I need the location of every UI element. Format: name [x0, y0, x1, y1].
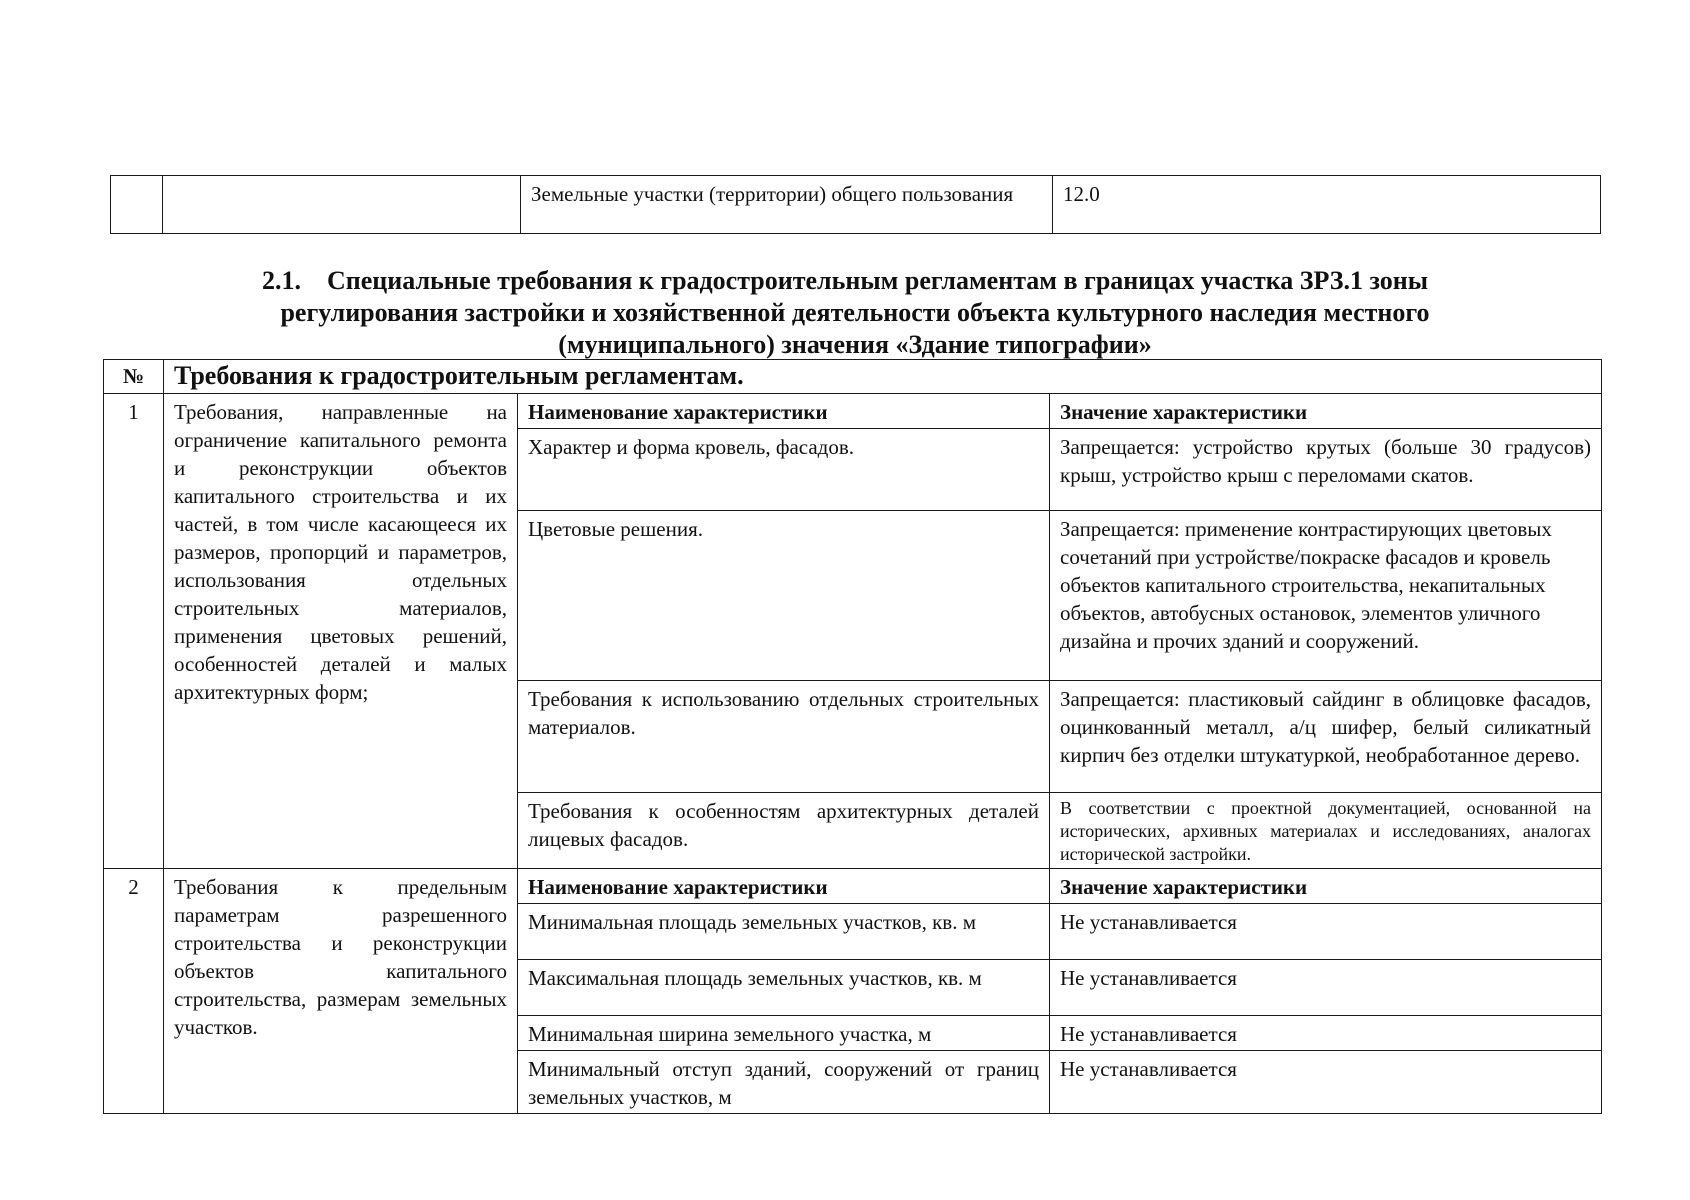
characteristic-name: Земельные участки (территории) общего пользования	[521, 176, 1053, 234]
characteristic-value: Не устанавливается	[1050, 960, 1602, 1016]
characteristic-name: Характер и форма кровель, фасадов.	[518, 429, 1050, 511]
section-heading-line1	[100, 265, 1590, 297]
requirements-table	[103, 359, 1602, 1114]
characteristic-name: Минимальный отступ зданий, сооружений от границ земельных участков, м	[518, 1051, 1050, 1114]
characteristic-value: Запрещается: применение контрастирующих цветовых сочетаний при устройстве/покраске фасадов и кровель объектов капитального строительства, некапитальных объектов, автобусных остановок, элементов уличного дизайна и прочих зданий и сооружений.	[1050, 511, 1602, 681]
table-row	[111, 176, 1601, 234]
characteristic-value: Запрещается: устройство крутых (больше 30 градусов) крыш, устройство крыш с переломами скатов.	[1050, 429, 1602, 511]
characteristic-value: Не устанавливается	[1050, 1051, 1602, 1114]
section-number: 2.1.	[261, 266, 301, 295]
row-number: 2	[104, 869, 164, 1114]
characteristic-value-header: Значение характеристики	[1050, 394, 1602, 429]
characteristic-value: 12.0	[1053, 176, 1601, 234]
empty-cell	[111, 176, 163, 234]
table-header-row	[104, 360, 1602, 394]
characteristic-name: Цветовые решения.	[518, 511, 1050, 681]
characteristic-name-header: Наименование характеристики	[518, 394, 1050, 429]
section-title-line1: Специальные требования к градостроительным регламентам в границах участка ЗРЗ.1 зоны	[326, 266, 1429, 295]
characteristic-name: Максимальная площадь земельных участков, кв. м	[518, 960, 1050, 1016]
section-title-line3: (муниципального) значения «Здание типографии»	[558, 330, 1152, 359]
section-heading	[110, 265, 1600, 361]
characteristic-value: Не устанавливается	[1050, 904, 1602, 960]
characteristic-value: Запрещается: пластиковый сайдинг в облицовке фасадов, оцинкованный металл, а/ц шифер, белый силикатный кирпич без отделки штукатуркой, необработанное дерево.	[1050, 681, 1602, 793]
column-header-number: №	[104, 360, 164, 394]
characteristic-value: В соответствии с проектной документацией, основанной на исторических, архивных материалах и исследованиях, аналогах исторической застройки.	[1050, 793, 1602, 869]
row-number: 1	[104, 394, 164, 869]
characteristic-value-header: Значение характеристики	[1050, 869, 1602, 904]
column-header-title: Требования к градостроительным регламентам.	[164, 360, 1602, 394]
characteristic-name: Минимальная ширина земельного участка, м	[518, 1016, 1050, 1051]
characteristic-name-header: Наименование характеристики	[518, 869, 1050, 904]
requirement-description: Требования к предельным параметрам разрешенного строительства и реконструкции объектов капитального строительства, размерам земельных участков.	[164, 869, 518, 1114]
table-row	[104, 869, 1602, 904]
characteristic-name: Требования к особенностям архитектурных деталей лицевых фасадов.	[518, 793, 1050, 869]
characteristic-name: Минимальная площадь земельных участков, кв. м	[518, 904, 1050, 960]
table-row	[104, 394, 1602, 429]
empty-cell	[163, 176, 521, 234]
characteristic-value: Не устанавливается	[1050, 1016, 1602, 1051]
characteristic-name: Требования к использованию отдельных строительных материалов.	[518, 681, 1050, 793]
top-continuation-table	[110, 175, 1601, 234]
requirement-description: Требования, направленные на ограничение капитального ремонта и реконструкции объектов капитального строительства и их частей, в том числе касающееся их размеров, пропорций и параметров, использования отдельных строительных материалов, применения цветовых решений, особенностей деталей и малых архитектурных форм;	[164, 394, 518, 869]
section-title-line2: регулирования застройки и хозяйственной деятельности объекта культурного наследия местного	[280, 298, 1430, 327]
